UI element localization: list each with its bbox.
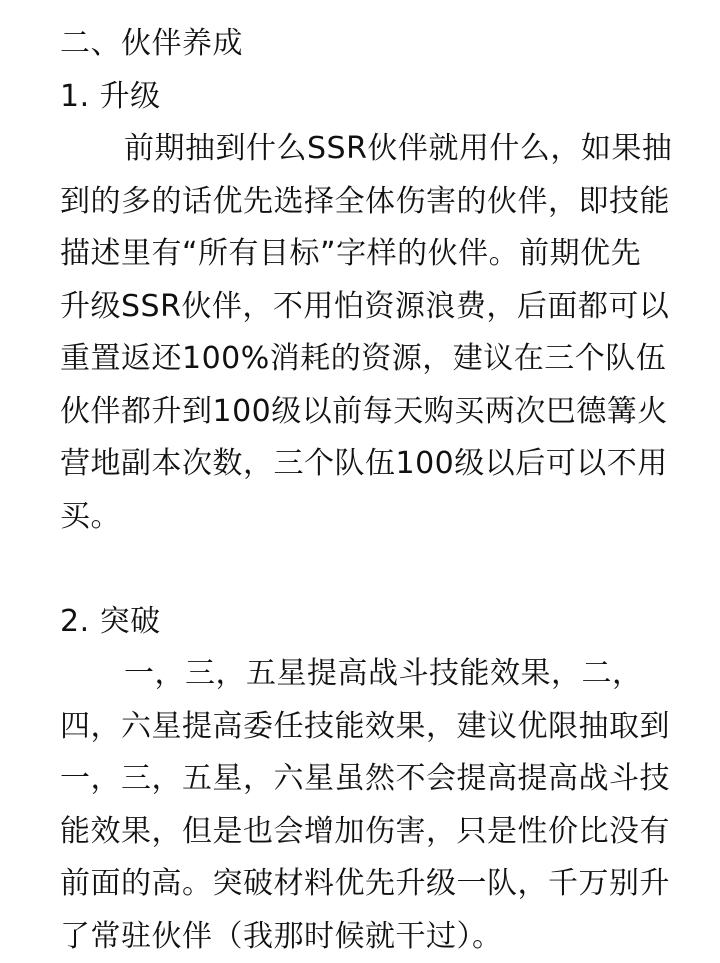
document-body	[60, 18, 670, 963]
paragraph-line: 一，三，五星，六星虽然不会提高提高战斗技	[60, 753, 670, 806]
paragraph-line: 了常驻伙伴（我那时候就干过）。	[60, 911, 670, 963]
paragraph-line: 伙伴都升到100级以前每天购买两次巴德篝火	[60, 386, 670, 439]
paragraph-line: 一，三，五星提高战斗技能效果，二，	[60, 648, 670, 701]
paragraph-line: 前期抽到什么SSR伙伴就用什么，如果抽	[60, 123, 670, 176]
paragraph-line: 四，六星提高委任技能效果，建议优限抽取到	[60, 701, 670, 754]
spacer	[60, 543, 670, 596]
paragraph-line: 到的多的话优先选择全体伤害的伙伴，即技能	[60, 176, 670, 229]
paragraph-line: 营地副本次数，三个队伍100级以后可以不用	[60, 438, 670, 491]
paragraph-line: 买。	[60, 491, 670, 544]
section-title: 二、伙伴养成	[60, 18, 670, 71]
paragraph-line: 前面的高。突破材料优先升级一队，千万别升	[60, 858, 670, 911]
paragraph-line: 重置返还100%消耗的资源，建议在三个队伍	[60, 333, 670, 386]
paragraph-line: 升级SSR伙伴，不用怕资源浪费，后面都可以	[60, 281, 670, 334]
paragraph-line: 描述里有“所有目标”字样的伙伴。前期优先	[60, 228, 670, 281]
subsection-upgrade	[60, 71, 670, 544]
paragraph-line: 能效果，但是也会增加伤害，只是性价比没有	[60, 806, 670, 859]
subsection-heading-breakthrough: 2. 突破	[60, 596, 670, 649]
subsection-breakthrough	[60, 596, 670, 963]
subsection-heading-upgrade: 1. 升级	[60, 71, 670, 124]
